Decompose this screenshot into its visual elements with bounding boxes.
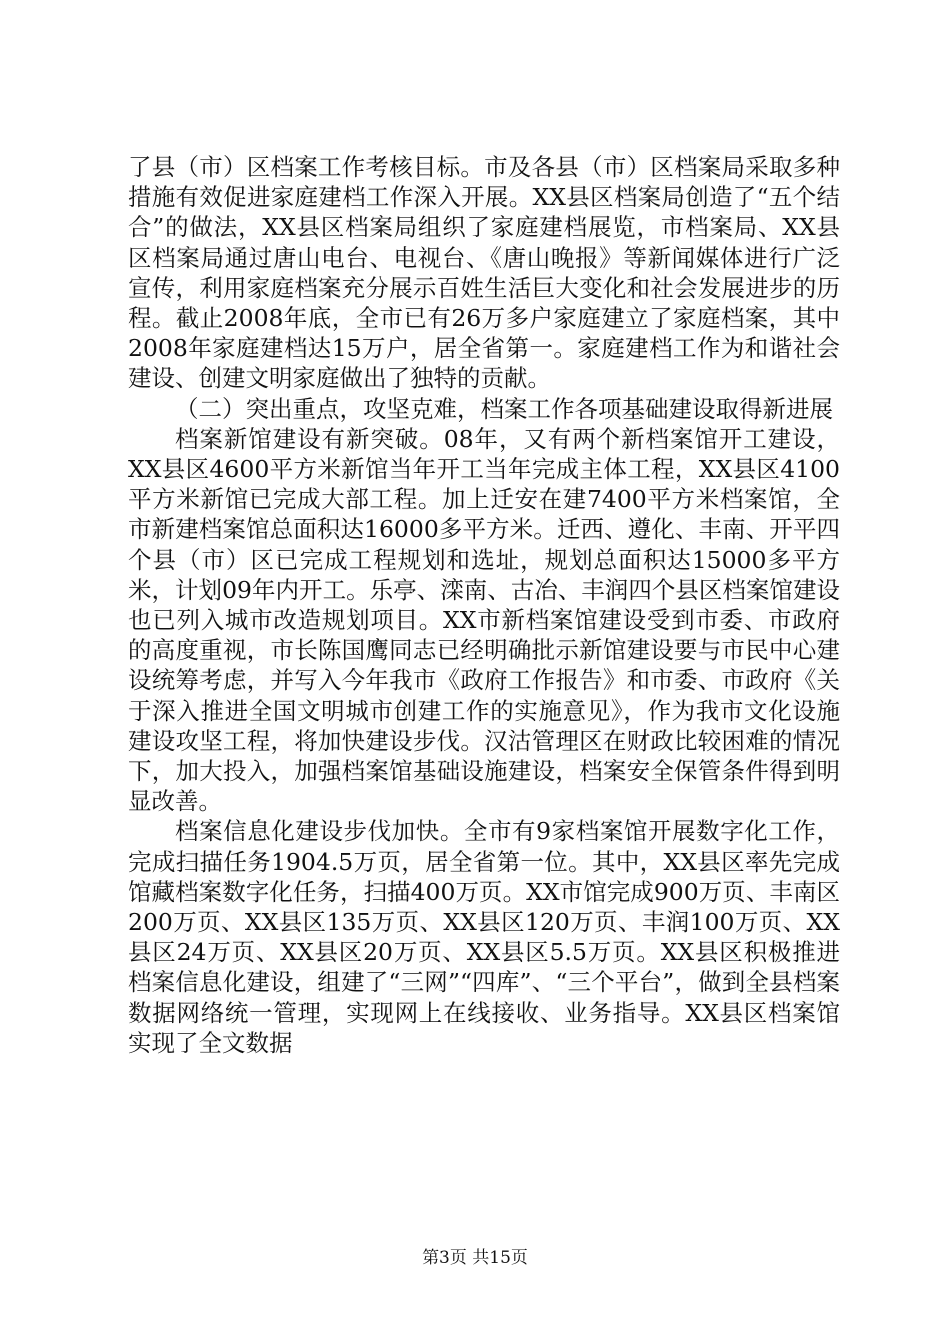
paragraph-archive-digitization: 档案信息化建设步伐加快。全市有9家档案馆开展数字化工作，完成扫描任务1904.5万页，居全省第一位。其中，XX县区率先完成馆藏档案数字化任务，扫描400万页。XX市馆完成900万页、丰南区200万页、XX县区135万页、XX县区120万页、丰润100万页、XX县区24万页、XX县区20万页、XX县区5.5万页。XX县区积极推进档案信息化建设，组建了“三网”“四库”、“三个平台”，做到全县档案数据网络统一管理，实现网上在线接收、业务指导。XX县区档案馆实现了全文数据 xyxy=(128,817,840,1057)
page-number-footer: 第3页 共15页 xyxy=(422,1248,528,1268)
document-body xyxy=(128,152,840,1058)
section-heading-2: （二）突出重点，攻坚克难，档案工作各项基础建设取得新进展 xyxy=(175,394,833,423)
paragraph-new-archive-buildings: 档案新馆建设有新突破。08年，又有两个新档案馆开工建设，XX县区4600平方米新馆当年开工当年完成主体工程，XX县区4100平方米新馆已完成大部工程。加上迁安在建7400平方米档案馆，全市新建档案馆总面积达16000多平方米。迁西、遵化、丰南、开平四个县（市）区已完成工程规划和选址，规划总面积达15000多平方米，计划09年内开工。乐亭、滦南、古冶、丰润四个县区档案馆建设也已列入城市改造规划项目。XX市新档案馆建设受到市委、市政府的高度重视，市长陈国鹰同志已经明确批示新馆建设要与市民中心建设统筹考虑，并写入今年我市《政府工作报告》和市委、市政府《关于深入推进全国文明城市创建工作的实施意见》，作为我市文化设施建设攻坚工程，将加快建设步伐。汉沽管理区在财政比较困难的情况下，加大投入，加强档案馆基础设施建设，档案安全保管条件得到明显改善。 xyxy=(128,424,840,816)
paragraph-family-archives: 了县（市）区档案工作考核目标。市及各县（市）区档案局采取多种措施有效促进家庭建档工作深入开展。XX县区档案局创造了“五个结合”的做法，XX县区档案局组织了家庭建档展览，市档案局、XX县区档案局通过唐山电台、电视台、《唐山晚报》等新闻媒体进行广泛宣传，利用家庭档案充分展示百姓生活巨大变化和社会发展进步的历程。截止2008年底，全市已有26万多户家庭建立了家庭档案，其中2008年家庭建档达15万户，居全省第一。家庭建档工作为和谐社会建设、创建文明家庭做出了独特的贡献。 xyxy=(128,153,840,393)
